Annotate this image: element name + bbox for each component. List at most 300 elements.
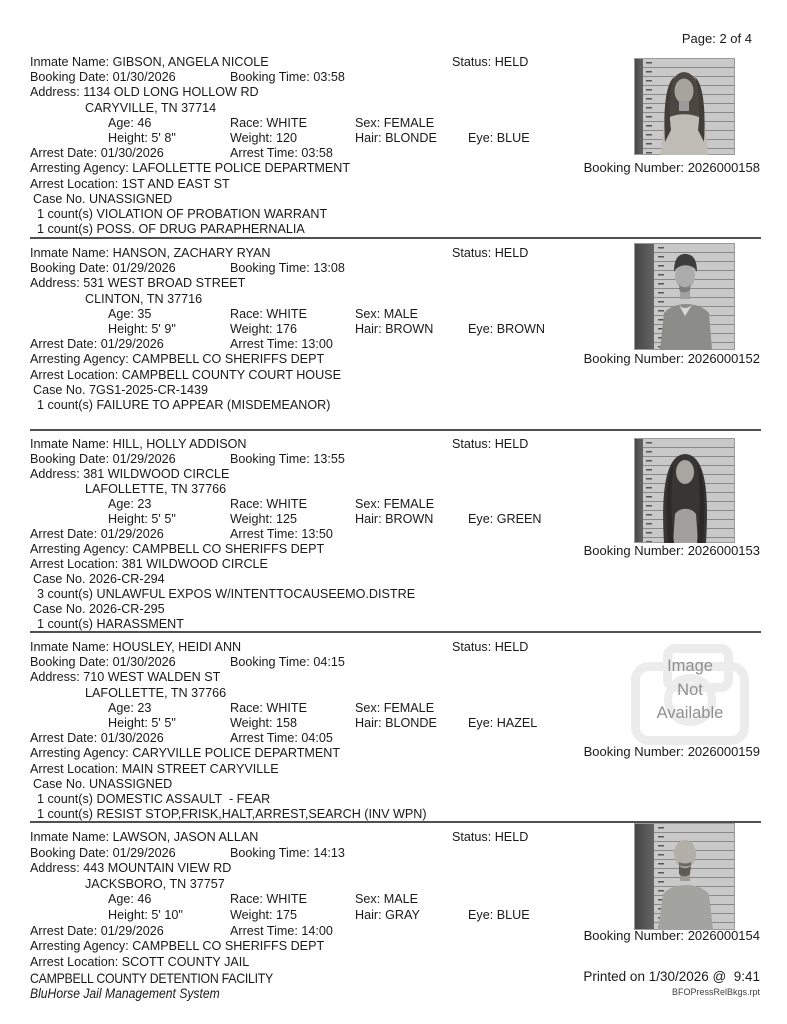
arrest-location-value: SCOTT COUNTY JAIL bbox=[121, 954, 250, 969]
height-value: 5' 5" bbox=[151, 512, 176, 526]
booking-number-value: 2026000158 bbox=[687, 160, 760, 175]
field-label: Case No. bbox=[33, 382, 86, 397]
arresting-agency-value: CAMPBELL CO SHERIFFS DEPT bbox=[132, 542, 325, 556]
eye-value: BROWN bbox=[496, 321, 545, 336]
field-label: Sex: bbox=[355, 115, 381, 130]
address-value: 531 WEST BROAD STREET bbox=[83, 276, 246, 291]
race-field bbox=[230, 116, 307, 130]
age-field bbox=[108, 116, 151, 130]
race-value: WHITE bbox=[266, 497, 307, 511]
field-label: Arresting Agency: bbox=[30, 161, 129, 176]
booking-number-value: 2026000154 bbox=[687, 928, 760, 943]
eye-field bbox=[468, 716, 537, 730]
field-label: Booking Number: bbox=[583, 351, 685, 366]
field-label: Sex: bbox=[355, 700, 381, 715]
field-label: Arrest Date: bbox=[30, 146, 98, 161]
field-label: Inmate Name: bbox=[30, 640, 110, 654]
mugshot-photo bbox=[634, 438, 735, 543]
field-label: Arrest Location: bbox=[30, 761, 119, 776]
image-not-available-placeholder bbox=[615, 642, 765, 747]
race-field bbox=[230, 307, 307, 321]
field-label: Arresting Agency: bbox=[30, 542, 129, 556]
mugshot-photo bbox=[634, 243, 735, 350]
address-value: 710 WEST WALDEN ST bbox=[83, 670, 221, 685]
report-file-name: BFOPressRelBkgs.rpt bbox=[671, 987, 760, 997]
inmate-name-field bbox=[30, 640, 241, 654]
field-label: Age: bbox=[108, 115, 134, 130]
age-field bbox=[108, 307, 151, 321]
field-label: Arrest Date: bbox=[30, 731, 98, 746]
field-label: Address: bbox=[30, 467, 80, 481]
race-value: WHITE bbox=[266, 115, 307, 130]
address-city-value: LAFOLLETTE, TN 37766 bbox=[85, 482, 227, 496]
field-label: Booking Number: bbox=[583, 160, 685, 175]
field-label: Eye: bbox=[468, 512, 494, 526]
booking-date-value: 01/30/2026 bbox=[112, 655, 176, 670]
inmate-name-field bbox=[30, 830, 258, 844]
field-label: Arresting Agency: bbox=[30, 939, 129, 954]
arrest-time-value: 14:00 bbox=[301, 923, 333, 938]
address-field bbox=[30, 85, 259, 99]
address-value: 443 MOUNTAIN VIEW RD bbox=[83, 861, 232, 876]
field-label: Status: bbox=[452, 640, 492, 654]
race-value: WHITE bbox=[266, 700, 307, 715]
field-label: Booking Time: bbox=[230, 70, 310, 85]
status-value: HELD bbox=[494, 830, 529, 844]
field-label: Arresting Agency: bbox=[30, 746, 129, 761]
arrest-location-field bbox=[30, 177, 230, 191]
weight-field bbox=[230, 131, 297, 145]
booking-date-field bbox=[30, 261, 176, 275]
field-label: Height: bbox=[108, 321, 148, 336]
field-label: Address: bbox=[30, 670, 80, 685]
eye-field bbox=[468, 131, 530, 145]
charge-line: 1 count(s) HARASSMENT bbox=[37, 617, 184, 631]
field-label: Sex: bbox=[355, 892, 381, 907]
image-not-available-text bbox=[615, 655, 765, 726]
field-label: Arrest Time: bbox=[230, 337, 298, 352]
race-field bbox=[230, 497, 307, 511]
race-value: WHITE bbox=[266, 306, 307, 321]
charge-line: 3 count(s) UNLAWFUL EXPOS W/INTENTTOCAUSEEMO.DISTRE bbox=[37, 587, 416, 601]
sex-field bbox=[355, 497, 434, 511]
arresting-agency-field bbox=[30, 161, 350, 175]
arrest-date-value: 01/29/2026 bbox=[100, 527, 164, 541]
inmate-name-value: GIBSON, ANGELA NICOLE bbox=[112, 55, 269, 69]
field-label: Hair: bbox=[355, 907, 382, 922]
hair-value: BLONDE bbox=[385, 715, 437, 730]
field-label: Case No. bbox=[33, 191, 86, 206]
address-field bbox=[30, 861, 231, 875]
arrest-time-value: 13:00 bbox=[301, 337, 333, 352]
arresting-agency-value: CAMPBELL CO SHERIFFS DEPT bbox=[132, 352, 325, 367]
height-field bbox=[108, 512, 176, 526]
booking-number-value: 2026000159 bbox=[687, 744, 760, 759]
case-number-field bbox=[33, 602, 165, 616]
height-field bbox=[108, 716, 176, 730]
status-value: HELD bbox=[494, 640, 529, 654]
address-city-value: LAFOLLETTE, TN 37766 bbox=[85, 685, 227, 700]
arrest-date-field bbox=[30, 146, 164, 160]
weight-value: 175 bbox=[275, 907, 297, 922]
field-label: Arrest Location: bbox=[30, 557, 119, 571]
hair-field bbox=[355, 716, 437, 730]
field-label: Age: bbox=[108, 306, 134, 321]
facility-name: CAMPBELL COUNTY DETENTION FACILITY bbox=[30, 970, 273, 986]
status-field bbox=[452, 640, 528, 654]
case-number-value: UNASSIGNED bbox=[89, 191, 173, 206]
person-silhouette-icon bbox=[634, 823, 735, 930]
arresting-agency-field bbox=[30, 352, 324, 366]
hair-value: BROWN bbox=[385, 321, 434, 336]
case-number-value: 2026-CR-294 bbox=[89, 572, 165, 586]
hair-value: GRAY bbox=[385, 907, 420, 922]
record-line bbox=[0, 383, 787, 398]
record-line bbox=[0, 807, 787, 822]
case-number-field bbox=[33, 383, 208, 397]
field-label: Eye: bbox=[468, 907, 494, 922]
booking-date-field bbox=[30, 846, 176, 860]
inmate-name-field bbox=[30, 55, 269, 69]
field-label: Arrest Time: bbox=[230, 527, 298, 541]
hair-value: BLONDE bbox=[385, 130, 437, 145]
field-label: Status: bbox=[452, 246, 492, 260]
field-label: Status: bbox=[452, 55, 492, 69]
case-number-value: 2026-CR-295 bbox=[89, 602, 165, 616]
status-field bbox=[452, 830, 528, 844]
arresting-agency-value: LAFOLLETTE POLICE DEPARTMENT bbox=[132, 161, 351, 176]
record-line bbox=[0, 792, 787, 807]
field-label: Arrest Date: bbox=[30, 527, 98, 541]
age-value: 46 bbox=[137, 892, 152, 907]
height-value: 5' 5" bbox=[151, 715, 176, 730]
jail-management-system-name: BluHorse Jail Management System bbox=[30, 986, 220, 1001]
arrest-time-field bbox=[230, 146, 333, 160]
field-label: Booking Time: bbox=[230, 452, 310, 466]
address-field bbox=[30, 276, 245, 290]
field-label: Address: bbox=[30, 861, 80, 876]
field-label: Age: bbox=[108, 892, 134, 907]
eye-value: BLUE bbox=[496, 130, 530, 145]
booking-date-value: 01/29/2026 bbox=[112, 845, 176, 860]
hair-field bbox=[355, 908, 420, 922]
booking-time-field bbox=[230, 655, 345, 669]
hair-field bbox=[355, 512, 433, 526]
sex-field bbox=[355, 701, 434, 715]
weight-field bbox=[230, 322, 297, 336]
field-label: Eye: bbox=[468, 715, 494, 730]
record-line bbox=[0, 207, 787, 222]
sex-field bbox=[355, 892, 418, 906]
arrest-time-value: 03:58 bbox=[301, 146, 333, 161]
booking-date-value: 01/29/2026 bbox=[112, 261, 176, 276]
address-city-value: JACKSBORO, TN 37757 bbox=[85, 876, 225, 891]
inmate-name-value: HOUSLEY, HEIDI ANN bbox=[112, 640, 242, 654]
booking-date-value: 01/29/2026 bbox=[112, 452, 176, 466]
address-value: 1134 OLD LONG HOLLOW RD bbox=[83, 85, 259, 100]
booking-number-value: 2026000152 bbox=[687, 351, 760, 366]
field-label: Booking Number: bbox=[583, 928, 685, 943]
booking-number bbox=[584, 543, 760, 558]
mugshot-photo bbox=[634, 58, 735, 155]
arrest-date-field bbox=[30, 337, 164, 351]
record-line bbox=[0, 617, 787, 632]
person-silhouette-icon bbox=[634, 243, 735, 350]
arrest-location-value: 1ST AND EAST ST bbox=[121, 176, 230, 191]
case-number-value: UNASSIGNED bbox=[89, 776, 173, 791]
field-label: Status: bbox=[452, 437, 492, 451]
sex-value: MALE bbox=[383, 892, 418, 907]
arrest-location-field bbox=[30, 955, 249, 969]
record-line bbox=[0, 222, 787, 237]
arrest-location-value: CAMPBELL COUNTY COURT HOUSE bbox=[121, 367, 341, 382]
booking-time-value: 04:15 bbox=[313, 655, 345, 670]
field-label: Height: bbox=[108, 130, 148, 145]
case-number-field bbox=[33, 777, 172, 791]
field-label: Case No. bbox=[33, 602, 86, 616]
eye-value: GREEN bbox=[496, 512, 542, 526]
field-label: Inmate Name: bbox=[30, 246, 110, 260]
field-label: Race: bbox=[230, 115, 263, 130]
age-field bbox=[108, 701, 151, 715]
age-value: 35 bbox=[137, 306, 152, 321]
case-number-field bbox=[33, 572, 165, 586]
field-label: Weight: bbox=[230, 715, 273, 730]
arrest-location-value: 381 WILDWOOD CIRCLE bbox=[121, 557, 268, 571]
field-label: Case No. bbox=[33, 572, 86, 586]
field-label: Hair: bbox=[355, 321, 382, 336]
booking-date-field bbox=[30, 452, 176, 466]
race-field bbox=[230, 701, 307, 715]
booking-time-field bbox=[230, 70, 345, 84]
status-field bbox=[452, 246, 528, 260]
age-value: 23 bbox=[137, 700, 152, 715]
field-label: Eye: bbox=[468, 321, 494, 336]
field-label: Weight: bbox=[230, 321, 273, 336]
status-value: HELD bbox=[494, 55, 529, 69]
address-value: 381 WILDWOOD CIRCLE bbox=[83, 467, 230, 481]
field-label: Age: bbox=[108, 497, 134, 511]
booking-time-value: 14:13 bbox=[313, 845, 345, 860]
field-label: Race: bbox=[230, 700, 263, 715]
arrest-time-field bbox=[230, 924, 333, 938]
record-line bbox=[0, 398, 787, 413]
field-label: Booking Date: bbox=[30, 845, 110, 860]
field-label: Arrest Location: bbox=[30, 176, 119, 191]
field-label: Weight: bbox=[230, 512, 273, 526]
booking-date-field bbox=[30, 655, 176, 669]
charge-line: 1 count(s) FAILURE TO APPEAR (MISDEMEANOR) bbox=[37, 397, 331, 412]
arrest-location-field bbox=[30, 557, 268, 571]
booking-time-field bbox=[230, 846, 345, 860]
charge-line: 1 count(s) RESIST STOP,FRISK,HALT,ARREST,SEARCH (INV WPN) bbox=[37, 807, 427, 822]
height-value: 5' 8" bbox=[151, 130, 176, 145]
address-city-value: CARYVILLE, TN 37714 bbox=[85, 100, 217, 115]
address-city-value: CLINTON, TN 37716 bbox=[85, 291, 203, 306]
status-value: HELD bbox=[494, 246, 529, 260]
arresting-agency-value: CARYVILLE POLICE DEPARTMENT bbox=[132, 746, 341, 761]
field-label: Sex: bbox=[355, 497, 381, 511]
arrest-location-value: MAIN STREET CARYVILLE bbox=[121, 761, 279, 776]
inmate-name-field bbox=[30, 246, 271, 260]
field-label: Arrest Date: bbox=[30, 337, 98, 352]
field-label: Arrest Location: bbox=[30, 954, 119, 969]
weight-value: 158 bbox=[275, 715, 297, 730]
address-field bbox=[30, 670, 220, 684]
booking-time-value: 13:55 bbox=[313, 452, 345, 466]
race-field bbox=[230, 892, 307, 906]
arrest-time-field bbox=[230, 731, 333, 745]
field-label: Arrest Location: bbox=[30, 367, 119, 382]
placeholder-line: Not bbox=[677, 680, 703, 699]
field-label: Arrest Time: bbox=[230, 731, 298, 746]
case-number-value: 7GS1-2025-CR-1439 bbox=[89, 382, 209, 397]
booking-time-field bbox=[230, 452, 345, 466]
field-label: Inmate Name: bbox=[30, 55, 110, 69]
race-value: WHITE bbox=[266, 892, 307, 907]
record-line bbox=[0, 955, 787, 971]
field-label: Arrest Time: bbox=[230, 923, 298, 938]
record-line bbox=[0, 602, 787, 617]
age-field bbox=[108, 497, 151, 511]
sex-value: FEMALE bbox=[383, 700, 435, 715]
field-label: Age: bbox=[108, 700, 134, 715]
field-label: Booking Date: bbox=[30, 452, 110, 466]
booking-date-field bbox=[30, 70, 176, 84]
record-line bbox=[0, 762, 787, 777]
field-label: Eye: bbox=[468, 130, 494, 145]
weight-value: 125 bbox=[275, 512, 297, 526]
arrest-time-value: 04:05 bbox=[301, 731, 333, 746]
weight-field bbox=[230, 512, 297, 526]
record-divider bbox=[30, 237, 761, 239]
inmate-name-field bbox=[30, 437, 247, 451]
age-field bbox=[108, 892, 151, 906]
field-label: Booking Date: bbox=[30, 261, 110, 276]
eye-field bbox=[468, 322, 545, 336]
arresting-agency-field bbox=[30, 542, 324, 556]
status-field bbox=[452, 437, 528, 451]
field-label: Booking Date: bbox=[30, 655, 110, 670]
field-label: Sex: bbox=[355, 306, 381, 321]
booking-date-value: 01/30/2026 bbox=[112, 70, 176, 85]
eye-field bbox=[468, 512, 542, 526]
height-field bbox=[108, 131, 176, 145]
sex-field bbox=[355, 116, 434, 130]
hair-value: BROWN bbox=[385, 512, 434, 526]
hair-field bbox=[355, 322, 433, 336]
placeholder-line: Image bbox=[667, 657, 713, 675]
booking-time-field bbox=[230, 261, 345, 275]
booking-time-value: 03:58 bbox=[313, 70, 345, 85]
case-number-field bbox=[33, 192, 172, 206]
booking-time-value: 13:08 bbox=[313, 261, 345, 276]
inmate-name-value: HANSON, ZACHARY RYAN bbox=[112, 246, 271, 260]
sex-value: MALE bbox=[383, 306, 418, 321]
sex-value: FEMALE bbox=[383, 115, 435, 130]
weight-field bbox=[230, 908, 297, 922]
person-silhouette-icon bbox=[634, 438, 735, 543]
field-label: Address: bbox=[30, 276, 80, 291]
record-line bbox=[0, 177, 787, 192]
printed-timestamp: Printed on 1/30/2026 @ 9:41 bbox=[583, 969, 760, 984]
field-label: Address: bbox=[30, 85, 80, 100]
field-label: Race: bbox=[230, 892, 263, 907]
mugshot-photo bbox=[634, 823, 735, 930]
record-divider bbox=[30, 429, 761, 431]
field-label: Arrest Time: bbox=[230, 146, 298, 161]
field-label: Booking Date: bbox=[30, 70, 110, 85]
eye-value: BLUE bbox=[496, 907, 530, 922]
field-label: Height: bbox=[108, 907, 148, 922]
address-field bbox=[30, 467, 229, 481]
field-label: Weight: bbox=[230, 907, 273, 922]
field-label: Case No. bbox=[33, 776, 86, 791]
inmate-name-value: LAWSON, JASON ALLAN bbox=[112, 830, 259, 844]
arresting-agency-field bbox=[30, 939, 324, 953]
arrest-date-field bbox=[30, 527, 164, 541]
booking-number bbox=[584, 351, 760, 366]
field-label: Height: bbox=[108, 715, 148, 730]
age-value: 23 bbox=[137, 497, 152, 511]
arresting-agency-value: CAMPBELL CO SHERIFFS DEPT bbox=[132, 939, 325, 954]
record-line bbox=[0, 368, 787, 383]
status-field bbox=[452, 55, 528, 69]
field-label: Inmate Name: bbox=[30, 830, 110, 844]
field-label: Booking Number: bbox=[583, 744, 685, 759]
record-line bbox=[0, 587, 787, 602]
sex-field bbox=[355, 307, 418, 321]
field-label: Hair: bbox=[355, 715, 382, 730]
field-label: Booking Time: bbox=[230, 261, 310, 276]
status-value: HELD bbox=[494, 437, 529, 451]
arrest-time-value: 13:50 bbox=[301, 527, 333, 541]
arrest-time-field bbox=[230, 337, 333, 351]
height-field bbox=[108, 908, 183, 922]
arrest-location-field bbox=[30, 762, 279, 776]
field-label: Arresting Agency: bbox=[30, 352, 129, 367]
field-label: Booking Time: bbox=[230, 655, 310, 670]
inmate-name-value: HILL, HOLLY ADDISON bbox=[112, 437, 247, 451]
arrest-date-value: 01/29/2026 bbox=[100, 923, 164, 938]
height-value: 5' 10" bbox=[151, 907, 183, 922]
eye-field bbox=[468, 908, 530, 922]
eye-value: HAZEL bbox=[496, 715, 538, 730]
height-field bbox=[108, 322, 176, 336]
field-label: Height: bbox=[108, 512, 148, 526]
page-number: Page: 2 of 4 bbox=[681, 31, 752, 46]
booking-number bbox=[584, 928, 760, 943]
arrest-location-field bbox=[30, 368, 341, 382]
arrest-date-field bbox=[30, 924, 164, 938]
booking-number bbox=[584, 744, 760, 759]
person-silhouette-icon bbox=[634, 58, 735, 155]
arresting-agency-field bbox=[30, 746, 340, 760]
charge-line: 1 count(s) VIOLATION OF PROBATION WARRANT bbox=[37, 206, 328, 221]
field-label: Weight: bbox=[230, 130, 273, 145]
field-label: Inmate Name: bbox=[30, 437, 110, 451]
weight-value: 120 bbox=[275, 130, 297, 145]
charge-line: 1 count(s) DOMESTIC ASSAULT - FEAR bbox=[37, 791, 271, 806]
field-label: Status: bbox=[452, 830, 492, 844]
weight-field bbox=[230, 716, 297, 730]
record-line bbox=[0, 192, 787, 207]
placeholder-line: Available bbox=[656, 704, 724, 722]
hair-field bbox=[355, 131, 437, 145]
arrest-date-value: 01/30/2026 bbox=[100, 146, 164, 161]
booking-number bbox=[584, 160, 760, 175]
arrest-date-value: 01/30/2026 bbox=[100, 731, 164, 746]
